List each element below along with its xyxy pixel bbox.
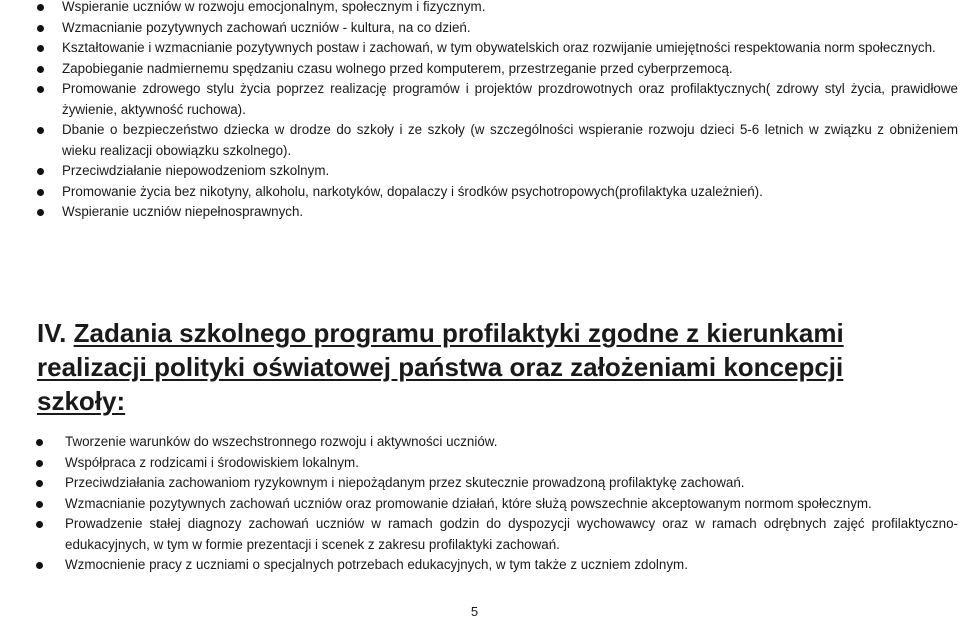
- section-heading: [37, 316, 937, 418]
- list-item: [62, 38, 958, 59]
- list-item: [65, 453, 958, 474]
- bullet-icon: [36, 501, 43, 508]
- list-item-text: Tworzenie warunków do wszechstronnego rozwoju i aktywności uczniów.: [65, 434, 498, 449]
- list-item-text: Promowanie zdrowego stylu życia poprzez realizację programów i projektów prozdrowotnych oraz profilaktycznych( zdrowy styl życia, prawidłowe żywienie, aktywność ruchowa).: [62, 81, 958, 117]
- list-item-text: Współpraca z rodzicami i środowiskiem lokalnym.: [65, 454, 359, 470]
- list-item-text: Wspieranie uczniów w rozwoju emocjonalnym, społecznym i fizycznym.: [62, 0, 486, 14]
- list-item-text: Dbanie o bezpieczeństwo dziecka w drodze do szkoły i ze szkoły (w szczególności wspieranie rozwoju dzieci 5-6 letnich w związku z obniżeniem wieku realizacji obowiązku szkolnego).: [62, 122, 958, 158]
- list-item: [62, 79, 958, 120]
- bullet-icon: [37, 66, 44, 73]
- bullet-icon: [37, 168, 44, 175]
- list-item-text: Prowadzenie stałej diagnozy zachowań uczniów w ramach godzin do dyspozycji wychowawcy oraz w ramach odrębnych zajęć profilaktyczno-edukacyjnych, w tym w formie prezentacji i scenek z zakresu profilaktyki zachowań.: [65, 516, 958, 552]
- bullet-icon: [36, 521, 43, 528]
- bullet-icon: [37, 4, 44, 11]
- list-item-text: Przeciwdziałania zachowaniom ryzykownym i niepożądanym przez skutecznie prowadzoną profilaktykę zachowań.: [65, 475, 745, 490]
- list-item: [65, 432, 958, 453]
- section-title: Zadania szkolnego programu profilaktyki zgodne z kierunkami realizacji polityki oświatowej państwa oraz założeniami koncepcji szkoły:: [37, 318, 844, 416]
- list-item: [62, 202, 958, 223]
- bullet-icon: [37, 45, 44, 52]
- bullet-icon: [37, 25, 44, 32]
- list-item-text: Wzmocnienie pracy z uczniami o specjalnych potrzebach edukacyjnych, w tym także z uczniem zdolnym.: [65, 557, 688, 572]
- list-item: [62, 59, 958, 80]
- list-item-text: Zapobieganie nadmiernemu spędzaniu czasu wolnego przed komputerem, przestrzeganie przed cyberprzemocą.: [62, 60, 733, 76]
- list-item: [65, 473, 958, 494]
- top-bullet-list: [62, 0, 958, 223]
- bottom-bullet-list: [65, 432, 958, 576]
- list-item: [62, 120, 958, 161]
- list-item: [62, 161, 958, 182]
- bullet-icon: [36, 480, 43, 487]
- page-number: 5: [470, 604, 479, 619]
- list-item-text: Przeciwdziałanie niepowodzeniom szkolnym.: [62, 163, 330, 178]
- list-item: [62, 18, 958, 39]
- list-item: [65, 514, 958, 555]
- bullet-icon: [37, 86, 44, 93]
- list-item: [65, 555, 958, 576]
- list-item-text: Kształtowanie i wzmacnianie pozytywnych postaw i zachowań, w tym obywatelskich oraz rozwijanie umiejętności respektowania norm społecznych.: [62, 40, 936, 55]
- bullet-icon: [37, 127, 44, 134]
- section-number: IV.: [37, 318, 67, 348]
- list-item: [62, 0, 958, 18]
- list-item-text: Wspieranie uczniów niepełnosprawnych.: [62, 204, 304, 219]
- bullet-icon: [36, 439, 43, 446]
- list-item-text: Wzmacnianie pozytywnych zachowań uczniów - kultura, na co dzień.: [62, 19, 471, 35]
- bullet-icon: [36, 562, 43, 569]
- bullet-icon: [36, 460, 43, 467]
- list-item-text: Wzmacnianie pozytywnych zachowań uczniów oraz promowanie działań, które służą powszechnie akceptowanym normom społecznym.: [65, 495, 872, 511]
- bullet-icon: [37, 209, 44, 216]
- bullet-icon: [37, 189, 44, 196]
- list-item: [65, 494, 958, 515]
- list-item-text: Promowanie życia bez nikotyny, alkoholu, narkotyków, dopalaczy i środków psychotropowych(profilaktyka uzależnień).: [62, 183, 763, 199]
- list-item: [62, 182, 958, 203]
